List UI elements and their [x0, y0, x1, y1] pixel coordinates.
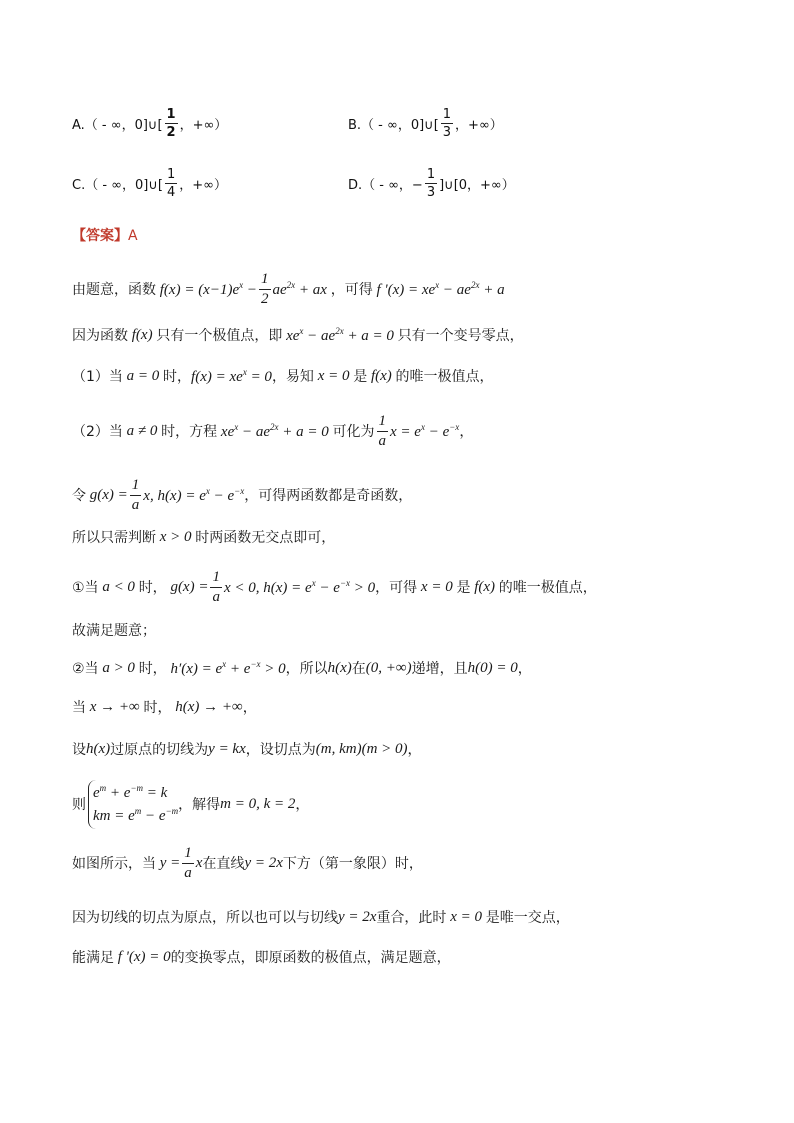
- fraction: $\frac{1}{3}$: [442, 107, 452, 140]
- formula: a > 0: [98, 660, 139, 676]
- formula: x = 0: [313, 368, 354, 384]
- formula: x = 0: [446, 909, 486, 925]
- formula: f(x): [367, 368, 396, 384]
- formula: x = 0: [417, 579, 457, 595]
- equation-system: $e^m + e^{-m} = k$ km = $e^m - e^{-m}$: [88, 780, 178, 829]
- formula: y = 2x: [244, 855, 283, 871]
- fraction: $\frac{1}{2}$: [261, 271, 269, 307]
- formula: f '(x) = 0: [114, 949, 171, 965]
- formula: x, $h(x) = e^x - e^{-x}$: [143, 486, 245, 504]
- formula: $f(x) = xe^x = 0$: [191, 367, 272, 385]
- solution-line-7: ①当 a < 0 时， g(x) = $\frac{1}{a}$ x < 0, $h(x) = e^x - e^{-x} > 0$ ，可得 x = 0 是 f(x) 的唯一极值点，: [72, 569, 597, 605]
- formula: $xe^x - ae^{2x} + a = 0$: [217, 422, 333, 440]
- fraction: $\frac{1}{a}$: [131, 477, 140, 513]
- formula: f '$(x) = xe^x - ae^{2x} + a$: [372, 280, 505, 298]
- fraction: $\frac{1}{a}$: [212, 569, 220, 605]
- fraction: $\frac{1}{4}$: [166, 167, 176, 200]
- fraction: $\frac{1}{3}$: [426, 167, 436, 200]
- formula: $xe^x - ae^{2x} + a = 0$: [282, 326, 398, 344]
- formula: x → +∞: [86, 699, 144, 715]
- formula: a ≠ 0: [122, 423, 162, 439]
- solution-line-8: 故满足题意；: [72, 623, 156, 639]
- solution-line-11: 设 h(x) 过原点的切线为 y = kx ，设切点为 (m, km)(m > 0) ，: [72, 741, 422, 758]
- solution-line-12: 则 $e^m + e^{-m} = k$ km = $e^m - e^{-m}$ ，解得 m = 0, k = 2 ，: [72, 780, 309, 829]
- formula: h(0) = 0: [467, 660, 518, 676]
- solution-line-4: （2）当 a ≠ 0 时，方程 $xe^x - ae^{2x} + a = 0$ 可化为 $\frac{1}{a}$ $x = e^x - e^{-x}$ ，: [72, 413, 474, 449]
- solution-line-14: 因为切线的切点为原点，所以也可以与切线 y = 2x 重合，此时 x = 0 是唯一交点，: [72, 909, 570, 926]
- solution-line-9: ②当 a > 0 时， $h'(x) = e^x + e^{-x} > 0$ ，所以 h(x) 在 (0, +∞) 递增，且 h(0) = 0 ，: [72, 659, 532, 677]
- solution-line-1: 由题意，函数 $f(x) = (x-1)e^x$ − $\frac{1}{2}$ $ae^{2x}$ + ax ，可得 f '$(x) = xe^x - ae^{2x} + a$: [72, 271, 505, 307]
- formula: $f(x) = (x-1)e^x$ −: [156, 280, 257, 298]
- formula: y = 2x: [338, 909, 377, 925]
- formula: h(x) → +∞: [171, 699, 243, 715]
- formula: h(x): [327, 660, 352, 676]
- formula: a = 0: [122, 368, 164, 384]
- option-b: B.（ - ∞，0]∪[ $\frac{1}{3}$ ，+∞）: [348, 107, 503, 140]
- solution-line-15: 能满足 f '(x) = 0 的变换零点，即原函数的极值点，满足题意，: [72, 949, 451, 966]
- fraction: $\frac{1}{a}$: [184, 845, 192, 881]
- formula: x < 0, $h(x) = e^x - e^{-x} > 0$: [223, 578, 376, 596]
- option-c: C.（ - ∞，0]∪[ $\frac{1}{4}$ ，+∞）: [72, 167, 227, 200]
- formula: $x = e^x - e^{-x}$: [390, 422, 460, 440]
- formula: $h'(x) = e^x + e^{-x} > 0$: [166, 659, 286, 677]
- formula: y = kx: [208, 741, 246, 757]
- formula: f(x): [128, 327, 157, 343]
- formula: (m, km)(m > 0): [315, 741, 408, 757]
- solution-line-2: 因为函数 f(x) 只有一个极值点，即 $xe^x - ae^{2x} + a = 0$ 只有一个变号零点，: [72, 326, 524, 344]
- formula: g(x) =: [166, 579, 209, 595]
- solution-line-6: 所以只需判断 x > 0 时两函数无交点即可，: [72, 529, 336, 546]
- solution-line-5: 令 g(x) = $\frac{1}{a}$ x, $h(x) = e^x - e^{-x}$ ，可得两函数都是奇函数，: [72, 477, 413, 513]
- answer-line: [72, 229, 138, 243]
- fraction: $\frac{1}{2}$: [166, 107, 176, 140]
- option-a: A.（ - ∞，0]∪[ $\frac{1}{2}$ ，+∞）: [72, 107, 228, 140]
- formula: x: [195, 855, 203, 871]
- fraction: $\frac{1}{a}$: [378, 413, 387, 449]
- formula: x > 0: [156, 529, 196, 545]
- answer-value: A: [128, 228, 138, 244]
- formula: $ae^{2x}$ + ax: [272, 280, 331, 298]
- formula: g(x) =: [86, 487, 128, 503]
- solution-line-3: （1）当 a = 0 时， $f(x) = xe^x = 0$ ，易知 x = 0 是 f(x) 的唯一极值点，: [72, 367, 494, 385]
- answer-tag: 【答案】: [72, 228, 128, 244]
- formula: a < 0: [98, 579, 139, 595]
- formula: f(x): [470, 579, 499, 595]
- solution-line-13: 如图所示，当 y = $\frac{1}{a}$ x 在直线 y = 2x 下方（第一象限）时，: [72, 845, 423, 881]
- formula: y =: [156, 855, 181, 871]
- formula: m = 0, k = 2: [220, 796, 296, 812]
- solution-line-10: 当 x → +∞ 时， h(x) → +∞ ，: [72, 699, 257, 716]
- option-d: D.（ - ∞，− $\frac{1}{3}$ ]∪[0，+∞）: [348, 167, 515, 200]
- formula: (0, +∞): [365, 660, 412, 676]
- formula: h(x): [86, 741, 111, 757]
